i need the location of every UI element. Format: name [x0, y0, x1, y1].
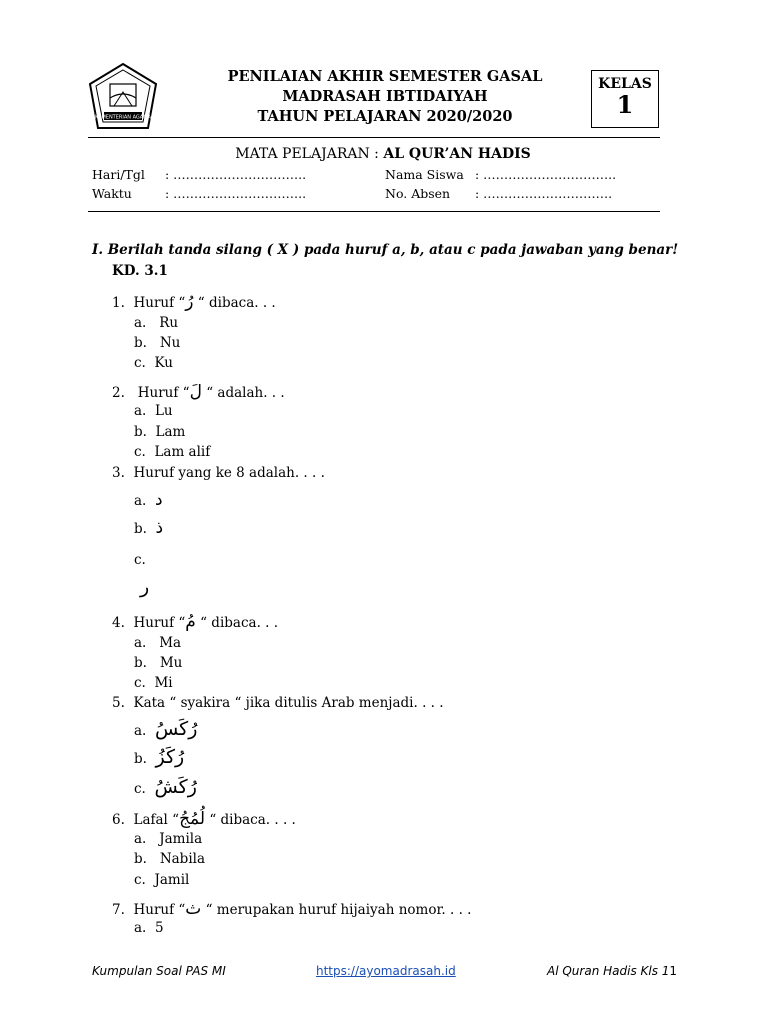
no-absen-label: No. Absen: [385, 186, 451, 201]
option-arabic: رُكَشُ: [154, 776, 197, 798]
question-text-post: “ dibaca. . .: [195, 615, 279, 631]
option-letter: b.: [134, 424, 147, 440]
option-text: Jamila: [159, 831, 203, 847]
question-text-post: “ adalah. . .: [201, 385, 285, 401]
option-2c[interactable]: [134, 444, 210, 460]
option-1b[interactable]: [134, 335, 180, 351]
option-4c[interactable]: [134, 675, 173, 691]
nama-siswa-field[interactable]: : …………………………..: [475, 167, 617, 182]
option-4a[interactable]: [134, 635, 181, 651]
option-letter: c.: [134, 355, 146, 371]
option-7a[interactable]: [134, 920, 164, 936]
arabic-word: لُمُجُ: [179, 809, 206, 829]
option-letter: c.: [134, 872, 146, 888]
header-title-line1: PENILAIAN AKHIR SEMESTER GASAL: [227, 68, 543, 85]
arabic-letter: مُ: [185, 612, 196, 632]
option-arabic: ذ: [155, 518, 164, 538]
question-number: 4.: [112, 615, 125, 631]
arabic-letter: ث: [185, 899, 202, 919]
question-text-pre: Huruf “: [133, 615, 186, 631]
no-absen-field[interactable]: : ………………………….: [475, 186, 613, 201]
question-7: [112, 899, 471, 919]
question-text-pre: Lafal “: [133, 812, 180, 828]
section-instruction: I. Berilah tanda silang ( X ) pada huruf a, b, atau c pada jawaban yang benar!: [92, 242, 679, 258]
subject-prefix: MATA PELAJARAN :: [235, 146, 384, 162]
kelas-label: KELAS: [598, 76, 652, 92]
question-text-post: “ dibaca. . . .: [205, 812, 296, 828]
nama-siswa-label: Nama Siswa: [385, 167, 464, 182]
option-letter: a.: [134, 723, 147, 739]
option-5b[interactable]: [134, 746, 184, 768]
option-5a[interactable]: [134, 718, 197, 740]
question-text-pre: Huruf “: [137, 385, 190, 401]
question-6: [112, 809, 296, 829]
option-6a[interactable]: [134, 831, 202, 847]
kelas-box: [591, 70, 659, 128]
option-text: Nabila: [159, 851, 205, 867]
option-text: Lam alif: [154, 444, 211, 460]
option-letter: b.: [134, 335, 147, 351]
option-2b[interactable]: [134, 424, 185, 440]
option-text: 5: [154, 920, 164, 936]
option-letter: c.: [134, 444, 146, 460]
option-letter: b.: [134, 851, 147, 867]
option-3b[interactable]: [134, 518, 163, 538]
option-letter: a.: [134, 831, 147, 847]
option-letter: b.: [134, 521, 147, 537]
question-2: [112, 382, 285, 402]
arabic-letter: لَ: [189, 382, 202, 402]
option-letter: b.: [134, 655, 147, 671]
option-text: Mu: [159, 655, 183, 671]
option-letter: c.: [134, 552, 146, 568]
option-4b[interactable]: [134, 655, 182, 671]
logo-text: KEMENTERIAN AGAMA: [95, 114, 151, 121]
kelas-value: 1: [616, 90, 634, 119]
footer-link[interactable]: https://ayomadrasah.id: [316, 964, 456, 978]
option-2a[interactable]: [134, 403, 173, 419]
question-5: [112, 695, 444, 711]
question-1: [112, 292, 276, 312]
header-title-line2: MADRASAH IBTIDAIYAH: [282, 88, 488, 105]
option-text: Lu: [154, 403, 173, 419]
option-arabic: رُكَسُ: [154, 718, 198, 740]
option-6b[interactable]: [134, 851, 205, 867]
footer-right: [547, 964, 677, 978]
page-number: 1: [669, 964, 678, 978]
option-letter: c.: [134, 781, 146, 797]
option-letter: a.: [134, 493, 147, 509]
option-text: Nu: [159, 335, 181, 351]
question-4: [112, 612, 278, 632]
question-number: 6.: [112, 812, 125, 828]
question-text: Kata “ syakira “ jika ditulis Arab menjadi. . . .: [133, 695, 444, 711]
option-3a[interactable]: [134, 490, 163, 510]
subject-line: [88, 146, 678, 162]
option-text: Jamil: [154, 872, 190, 888]
info-divider: [88, 211, 660, 212]
question-number: 1.: [112, 295, 125, 311]
question-number: 7.: [112, 902, 125, 918]
question-text-post: “ dibaca. . .: [193, 295, 276, 311]
waktu-field[interactable]: : …………………………..: [165, 186, 307, 201]
footer-left: Kumpulan Soal PAS MI: [92, 964, 226, 978]
question-text-pre: Huruf “: [133, 902, 186, 918]
option-5c[interactable]: [134, 776, 197, 798]
kemenag-logo: [86, 62, 160, 132]
option-6c[interactable]: [134, 872, 189, 888]
option-letter: a.: [134, 920, 147, 936]
kd-label: KD. 3.1: [112, 263, 168, 279]
option-3c-arabic: ر: [140, 576, 150, 598]
option-letter: a.: [134, 315, 147, 331]
option-letter: c.: [134, 675, 146, 691]
footer-right-text: Al Quran Hadis Kls 1: [547, 964, 670, 978]
question-number: 3.: [112, 465, 125, 481]
option-text: Lam: [155, 424, 186, 440]
arabic-letter: رُ: [185, 292, 194, 312]
hari-field[interactable]: : …………………………..: [165, 167, 307, 182]
option-text: Ku: [154, 355, 173, 371]
question-number: 2.: [112, 385, 125, 401]
question-text-pre: Huruf “: [133, 295, 186, 311]
option-text: Ru: [159, 315, 179, 331]
option-1a[interactable]: [134, 315, 178, 331]
option-1c[interactable]: [134, 355, 173, 371]
question-3: [112, 465, 325, 481]
option-arabic: رُكَزُ: [155, 746, 185, 768]
question-text: Huruf yang ke 8 adalah. . . .: [133, 465, 325, 481]
option-arabic: د: [154, 490, 163, 510]
question-text-post: “ merupakan huruf hijaiyah nomor. . . .: [201, 902, 472, 918]
option-letter: b.: [134, 751, 147, 767]
option-letter: a.: [134, 403, 147, 419]
option-text: Mi: [154, 675, 173, 691]
hari-label: Hari/Tgl: [92, 167, 145, 182]
header-title-line3: TAHUN PELAJARAN 2020/2020: [257, 108, 513, 125]
question-number: 5.: [112, 695, 125, 711]
option-3c[interactable]: [134, 552, 146, 568]
option-letter: a.: [134, 635, 147, 651]
subject-name: AL QUR’AN HADIS: [383, 146, 531, 162]
waktu-label: Waktu: [92, 186, 132, 201]
header-divider: [88, 137, 660, 138]
option-text: Ma: [159, 635, 182, 651]
